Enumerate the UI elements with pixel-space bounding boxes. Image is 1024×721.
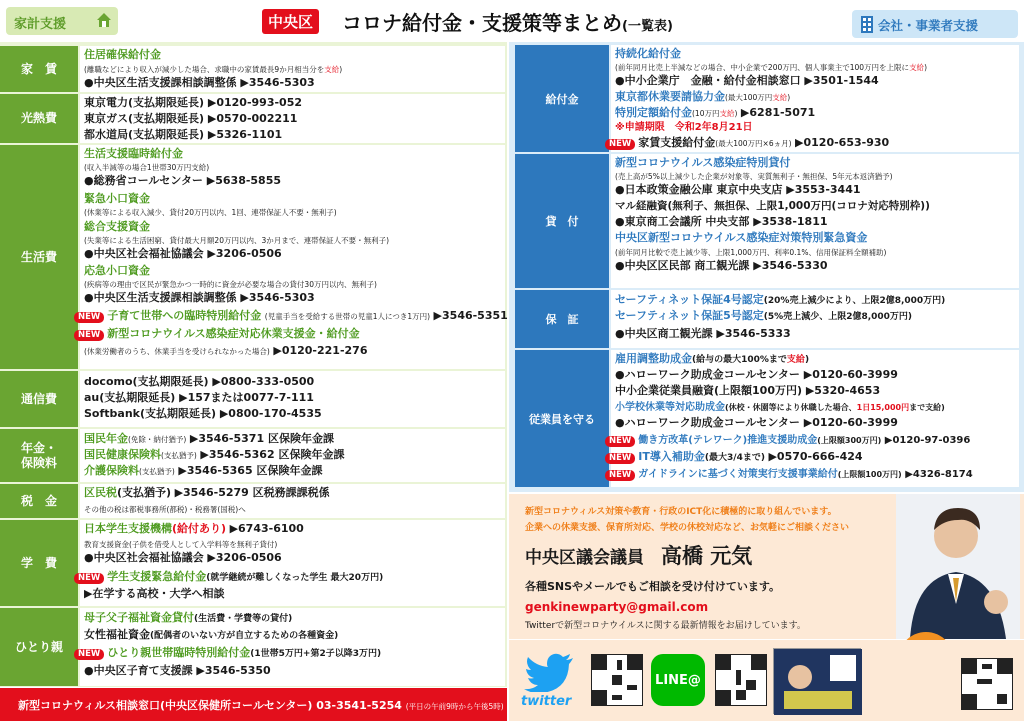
living-title: 総合支援資金 bbox=[84, 220, 150, 233]
grant-item-red: 支給 bbox=[772, 93, 788, 102]
new-item-note: (最大3/4まで) bbox=[704, 453, 765, 463]
business-section bbox=[509, 42, 1024, 492]
hotline-number: 新型コロナウィルス相談窓口(中央区保健所コールセンター) 03-3541-5254 bbox=[18, 699, 402, 712]
rent-note-end: ) bbox=[339, 65, 343, 74]
qr-code-icon bbox=[962, 659, 1012, 709]
title-suffix: (一覧表) bbox=[622, 19, 673, 34]
grant-note bbox=[615, 62, 927, 74]
new-item-title: 働き方改革(テレワーク)推進支援助成金 bbox=[638, 435, 818, 446]
new-item-single-parent bbox=[74, 647, 381, 660]
council-member-name bbox=[525, 546, 752, 568]
telecom-block bbox=[80, 371, 505, 428]
pension-item-title: 介護保険料 bbox=[84, 464, 139, 477]
sns-links bbox=[509, 640, 1024, 721]
loan-title: 新型コロナウイルス感染症特別貸付 bbox=[615, 156, 791, 169]
pension-item bbox=[84, 465, 322, 478]
school-title-red: (給付あり) bbox=[172, 522, 227, 535]
category-grant: 給付金 bbox=[515, 45, 609, 152]
new-badge: NEW bbox=[74, 312, 104, 323]
line-link[interactable]: LINE@ bbox=[651, 654, 705, 706]
new-item-child-benefit bbox=[74, 310, 508, 323]
loan-note: (売上高が5%以上減少した企業が対象等、実質無利子・無担保、5年元本返済猶予) bbox=[615, 172, 893, 181]
grant-item-contact: ▶6281-5071 bbox=[740, 106, 816, 119]
new-item-note: (上限額100万円) bbox=[837, 470, 902, 479]
rent-contact: ●中央区生活支援課相談調整係 ▶3546-5303 bbox=[84, 76, 315, 89]
pension-item-note: (免除・納付猶予) bbox=[128, 435, 187, 444]
tax-contact: ▶3546-5279 区税務課課税係 bbox=[174, 486, 330, 499]
utility-item: 東京電力(支払期限延長) ▶0120-993-052 bbox=[84, 96, 303, 109]
hotline-banner bbox=[0, 688, 507, 721]
new-item-leave-support bbox=[74, 328, 360, 341]
loan-block bbox=[611, 154, 1019, 288]
grant-item-red: 支給 bbox=[719, 109, 735, 118]
category-living: 生活費 bbox=[0, 145, 78, 370]
living-note: (疾病等の理由で区民が緊急かつ一時的に資金が必要な場合の貸付30万円以内、無利子) bbox=[84, 280, 377, 289]
new-badge: NEW bbox=[605, 436, 635, 447]
council-member-photo bbox=[896, 494, 1020, 639]
hotline-text bbox=[18, 697, 504, 713]
tax-item bbox=[84, 487, 330, 499]
new-item-note: (児童手当を受給する世帯の児童1人につき1万円) bbox=[264, 312, 431, 321]
single-note: (配偶者のいない方が自立するための各種資金) bbox=[150, 631, 339, 641]
pension-item-contact: ▶3546-5365 区保険年金課 bbox=[178, 464, 323, 477]
living-title: 生活支援臨時給付金 bbox=[84, 147, 183, 160]
household-support-label: 家計支援 bbox=[14, 17, 67, 32]
twitter-qr-code bbox=[591, 654, 643, 706]
qr-code-icon bbox=[716, 655, 766, 705]
emp-note-red: 支給 bbox=[786, 355, 805, 365]
emp-note-end: ) bbox=[804, 355, 810, 365]
emp-title: 雇用調整助成金 bbox=[615, 352, 692, 365]
guarantee-block bbox=[611, 290, 1019, 348]
council-role: 中央区議会議員 bbox=[525, 548, 644, 568]
tax-block bbox=[80, 484, 505, 519]
house-icon bbox=[96, 12, 112, 28]
living-contact: ●総務省コールセンター ▶5638-5855 bbox=[84, 174, 282, 187]
utility-item: 都水道局(支払期限延長) ▶5326-1101 bbox=[84, 128, 283, 141]
youtube-thumbnail[interactable] bbox=[773, 648, 861, 714]
new-item-student-grant bbox=[74, 571, 383, 584]
single-item bbox=[84, 629, 338, 642]
single-note: (生活費・学費等の貸付) bbox=[194, 614, 293, 624]
pension-item-title: 国民健康保険料 bbox=[84, 448, 161, 461]
new-item-contact: ▶0120-653-930 bbox=[795, 136, 890, 149]
new-item-note: (最大100万円×6ヵ月) bbox=[715, 139, 792, 148]
council-twitter-note: Twitterで新型コロナウイルスに関する最新情報をお届けしています。 bbox=[525, 621, 806, 631]
emp-loan: 中小企業従業員融資(上限額100万円) ▶5320-4653 bbox=[615, 384, 881, 397]
telecom-item: Softbank(支払期限延長) ▶0800-170-4535 bbox=[84, 407, 322, 420]
new-item-title: 子育て世帯への臨時特別給付金 bbox=[107, 309, 262, 322]
new-badge: NEW bbox=[605, 453, 635, 464]
ward-badge: 中央区 bbox=[262, 9, 319, 34]
telecom-item: au(支払期限延長) ▶157または0077-7-111 bbox=[84, 391, 314, 404]
emp-contact: ●ハローワーク助成金コールセンター ▶0120-60-3999 bbox=[615, 368, 898, 381]
new-item-title: ひとり親世帯臨時特別給付金 bbox=[107, 646, 251, 659]
new-item-contact: ▶0120-97-0396 bbox=[884, 435, 971, 446]
new-item-title: 学生支援緊急給付金 bbox=[107, 570, 207, 583]
school-note: 教育支援資金(子供を借受人として入学料等を無利子貸付) bbox=[84, 540, 278, 549]
council-name: 高橋 元気 bbox=[661, 544, 753, 568]
pension-block bbox=[80, 429, 505, 483]
tax-other-note: その他の税は都税事務所(都税)・税務署(国税)へ bbox=[84, 505, 246, 514]
category-school: 学 費 bbox=[0, 520, 78, 607]
new-item-note: (上限額300万円) bbox=[817, 436, 882, 445]
line-qr-code bbox=[715, 654, 767, 706]
tax-note: (支払猶予) bbox=[117, 486, 172, 499]
living-contact: ●中央区社会福祉協議会 ▶3206-0506 bbox=[84, 247, 282, 260]
loan-item: マル経融資(無利子、無担保、上限1,000万円(コロナ対応特別枠)) bbox=[615, 200, 930, 212]
new-item-note: (休業労働者のうち、休業手当を受けられなかった場合) bbox=[84, 347, 270, 356]
living-contact: ●中央区生活支援課相談調整係 ▶3546-5303 bbox=[84, 291, 315, 304]
council-email[interactable]: genkinewparty@gmail.com bbox=[525, 600, 709, 614]
category-loan: 貸 付 bbox=[515, 154, 609, 288]
loan-title: 中央区新型コロナウイルス感染症対策特別緊急資金 bbox=[615, 231, 868, 244]
new-item-contact: ▶0120-221-276 bbox=[273, 344, 368, 357]
emp-item bbox=[615, 353, 809, 366]
guarantee-contact: ●中央区商工観光課 ▶3546-5333 bbox=[615, 327, 791, 340]
guarantee-note: (20%売上減少により、上限2億8,000万円) bbox=[763, 296, 946, 306]
website-qr-code bbox=[961, 658, 1013, 710]
utilities-block bbox=[80, 94, 505, 144]
guarantee-item bbox=[615, 310, 912, 323]
living-note: (失業等による生活困窮、貸付最大月額20万円以内、3か月まで、連帯保証人不要・無利子) bbox=[84, 236, 390, 245]
utility-item: 東京ガス(支払期限延長) ▶0570-002211 bbox=[84, 112, 298, 125]
council-contact-note: 各種SNSやメールでもご相談を受け付けています。 bbox=[525, 580, 780, 593]
category-single-parent: ひとり親 bbox=[0, 608, 78, 687]
household-section bbox=[0, 42, 507, 687]
new-item-guideline bbox=[605, 468, 973, 481]
pension-item-contact: ▶3546-5362 区保険年金課 bbox=[200, 448, 345, 461]
new-item-note: (1世帯5万円+第2子以降3万円) bbox=[250, 649, 382, 659]
pension-item-note: (支払猶予) bbox=[161, 451, 197, 460]
emp-title: 小学校休業等対応助成金 bbox=[615, 402, 725, 413]
grant-contact: ●中小企業庁 金融・給付金相談窓口 ▶3501-1544 bbox=[615, 74, 879, 87]
single-parent-block bbox=[80, 608, 505, 687]
living-title: 緊急小口資金 bbox=[84, 192, 150, 205]
living-note: (収入半減等の場合1世帯30万円支給) bbox=[84, 163, 210, 172]
page-title bbox=[342, 7, 673, 36]
rent-block bbox=[80, 46, 505, 93]
new-badge: NEW bbox=[74, 330, 104, 341]
new-badge: NEW bbox=[605, 470, 635, 481]
rent-note-red: 支給 bbox=[324, 65, 340, 74]
hotline-hours: (平日の午前9時から午後5時) bbox=[405, 702, 504, 711]
grant-item-title: 東京都休業要請協力金 bbox=[615, 90, 725, 103]
loan-note: (前年同月比較で売上減少等、上限1,000万円、利率0.1%、信用保証料全額補助) bbox=[615, 248, 887, 257]
household-support-tab bbox=[6, 7, 118, 35]
new-item-contact: ▶0570-666-424 bbox=[768, 450, 863, 463]
grant-note-red: 支給 bbox=[909, 63, 925, 72]
grant-deadline: ※申請期限 令和2年8月21日 bbox=[615, 122, 753, 133]
new-item-title: 家賃支援給付金 bbox=[638, 136, 716, 149]
new-item-telework bbox=[605, 434, 970, 447]
new-item-contact: ▶4326-8174 bbox=[905, 469, 973, 480]
new-item-title: ガイドラインに基づく対策実行支援事業給付 bbox=[638, 469, 838, 480]
grant-title: 持続化給付金 bbox=[615, 47, 681, 60]
guarantee-note: (5%売上減少、上限2億8,000万円) bbox=[763, 312, 913, 322]
pension-item-note: (支払猶予) bbox=[139, 467, 175, 476]
guarantee-title: セーフティネット保証4号認定 bbox=[615, 293, 764, 306]
category-pension: 年金・ 保険料 bbox=[0, 429, 78, 483]
living-title: 応急小口資金 bbox=[84, 264, 150, 277]
school-block bbox=[80, 520, 505, 607]
emp-item bbox=[615, 401, 945, 414]
pension-item-contact: ▶3546-5371 区保険年金課 bbox=[189, 432, 334, 445]
new-item-title: IT導入補助金 bbox=[638, 450, 705, 463]
new-badge: NEW bbox=[74, 649, 104, 660]
new-item-contact: ▶3546-5351 bbox=[433, 309, 508, 322]
title-text: コロナ給付金・支援策等まとめ bbox=[342, 11, 622, 35]
category-utilities: 光熱費 bbox=[0, 94, 78, 144]
business-support-label: 会社・事業者支援 bbox=[878, 18, 979, 33]
twitter-link[interactable] bbox=[521, 652, 579, 712]
new-item-note: (就学継続が難しくなった学生 最大20万円) bbox=[206, 573, 384, 583]
new-badge: NEW bbox=[605, 139, 635, 150]
loan-contact: ●東京商工会議所 中央支部 ▶3538-1811 bbox=[615, 215, 828, 228]
new-item-it-subsidy bbox=[605, 451, 863, 464]
business-support-tab bbox=[852, 10, 1018, 38]
category-rent: 家 賃 bbox=[0, 46, 78, 93]
twitter-bird-icon bbox=[521, 652, 579, 692]
category-guarantee: 保 証 bbox=[515, 290, 609, 348]
grant-item bbox=[615, 91, 790, 104]
grant-item-note: (最大100万円 bbox=[725, 93, 773, 102]
emp-note: (休校・休園等により休職した場合、 bbox=[725, 403, 857, 412]
school-contact: ▶6743-6100 bbox=[229, 522, 304, 535]
emp-note-red: 1日15,000円 bbox=[856, 403, 910, 412]
emp-contact: ●ハローワーク助成金コールセンター ▶0120-60-3999 bbox=[615, 416, 898, 429]
guarantee-title: セーフティネット保証5号認定 bbox=[615, 309, 764, 322]
category-telecom: 通信費 bbox=[0, 371, 78, 428]
grant-note-text: (前年同月比売上半減などの場合、中小企業で200万円、個人事業主で100万円を上限に bbox=[615, 63, 910, 72]
school-title: 日本学生支援機構 bbox=[84, 522, 172, 535]
grant-note-end: ) bbox=[924, 63, 927, 72]
emp-note: (給与の最大100%まで bbox=[692, 355, 787, 365]
grant-item-end: ) bbox=[734, 109, 738, 118]
category-employees: 従業員を守る bbox=[515, 350, 609, 487]
new-item-title: 新型コロナウイルス感染症対応休業支援金・給付金 bbox=[107, 327, 360, 340]
tax-title: 区民税 bbox=[84, 486, 117, 499]
school-contact: ▶在学する高校・大学へ相談 bbox=[84, 587, 225, 600]
grant-block bbox=[611, 45, 1019, 152]
school-item bbox=[84, 523, 304, 535]
single-title: 女性福祉資金 bbox=[84, 628, 150, 641]
grant-item-note: (10万円 bbox=[692, 109, 720, 118]
living-note: (休業等による収入減少、貸付20万円以内、1回、連帯保証人不要・無利子) bbox=[84, 208, 337, 217]
pension-item-title: 国民年金 bbox=[84, 432, 128, 445]
telecom-item: docomo(支払期限延長) ▶0800-333-0500 bbox=[84, 375, 315, 388]
grant-item bbox=[615, 107, 815, 120]
twitter-label: twitter bbox=[521, 694, 572, 709]
council-message: 企業への休業支援、保育所対応、学校の休校対応など、お気軽にご相談ください bbox=[525, 523, 850, 533]
loan-contact: ●日本政策金融公庫 東京中央支店 ▶3553-3441 bbox=[615, 183, 861, 196]
guarantee-item bbox=[615, 294, 945, 307]
single-contact: ●中央区子育て支援課 ▶3546-5350 bbox=[84, 664, 271, 677]
employees-block bbox=[611, 350, 1019, 487]
living-block bbox=[78, 145, 508, 370]
loan-contact: ●中央区区民部 商工観光課 ▶3546-5330 bbox=[615, 259, 828, 272]
new-item-rent-grant bbox=[605, 137, 889, 150]
emp-note-end: まで支給) bbox=[909, 403, 945, 412]
single-title: 母子父子福祉資金貸付 bbox=[84, 611, 194, 624]
leave-support-detail bbox=[84, 345, 368, 358]
qr-code-icon bbox=[592, 655, 642, 705]
header bbox=[0, 0, 1024, 42]
single-item bbox=[84, 612, 292, 625]
school-contact: ●中央区社会福祉協議会 ▶3206-0506 bbox=[84, 551, 282, 564]
person-photo-icon bbox=[896, 494, 1020, 639]
category-tax: 税 金 bbox=[0, 484, 78, 519]
rent-note-text: (離職などにより収入が減少した場合、求職中の家賃最長9か月相当分を bbox=[84, 65, 325, 74]
grant-item-title: 特別定額給付金 bbox=[615, 106, 692, 119]
rent-title: 住居確保給付金 bbox=[84, 48, 161, 61]
pension-item bbox=[84, 433, 334, 446]
grant-item-end: ) bbox=[787, 93, 791, 102]
pension-item bbox=[84, 449, 344, 462]
building-icon bbox=[860, 15, 874, 33]
video-thumbnail-icon bbox=[774, 649, 862, 715]
council-message: 新型コロナウィルス対策や教育・行政のICT化に積極的に取り組んでいます。 bbox=[525, 507, 837, 517]
rent-note bbox=[84, 64, 342, 76]
new-badge: NEW bbox=[74, 573, 104, 584]
